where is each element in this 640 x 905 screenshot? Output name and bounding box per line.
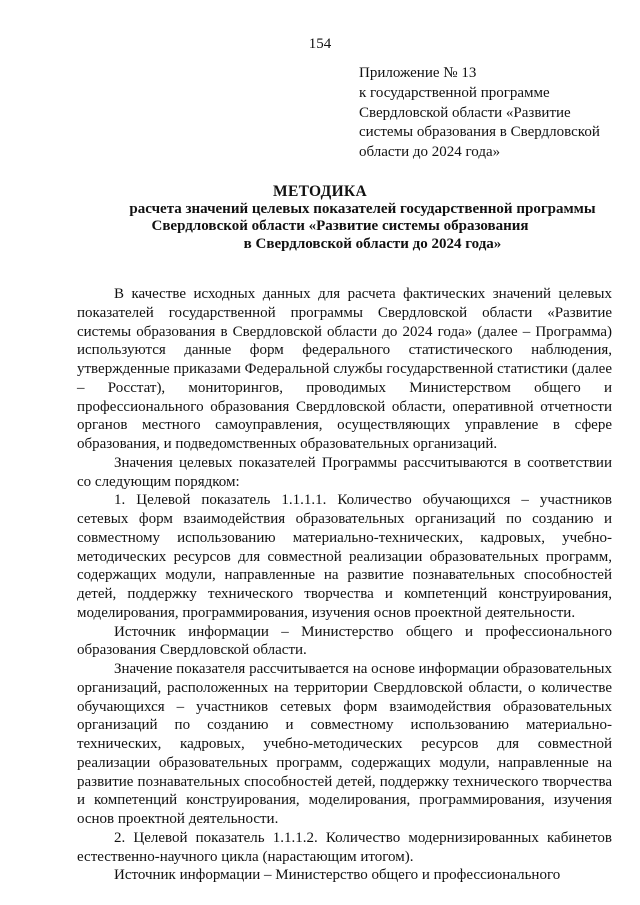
appendix-line: Свердловской области «Развитие xyxy=(359,104,571,121)
paragraph: 1. Целевой показатель 1.1.1.1. Количество обучающихся – участников сетевых форм взаимодействия образовательных организаций по созданию и совместному использованию материально-технических, кадровых, учебно-методических ресурсов для совместной реализации образовательных программ, содержащих модули, направленные на развитие познавательных способностей детей, поддержку технического творчества и компетенций конструирования, моделирования, программирования, изучения основ проектной деятельности. xyxy=(77,492,612,621)
heading-line: в Свердловской области до 2024 года» xyxy=(243,235,502,252)
document-body xyxy=(77,285,612,885)
paragraph: В качестве исходных данных для расчета фактических значений целевых показателей государственной программы Свердловской области «Развитие системы образования в Свердловской области до 2024 года» (далее – Программа) используются данные форм федерального статистического наблюдения, утвержденные приказами Федеральной службы государственной статистики (далее – Росстат), мониторингов, проводимых Министерством общего и профессионального образования Свердловской области, оперативной отчетности органов местного самоуправления, осуществляющих управление в сфере образования, и подведомственных образовательных организаций. xyxy=(77,286,612,452)
appendix-note xyxy=(359,64,629,163)
heading-title: МЕТОДИКА xyxy=(273,183,367,200)
document-heading xyxy=(0,183,640,253)
appendix-line: системы образования в Свердловской xyxy=(359,124,600,141)
paragraph: 2. Целевой показатель 1.1.1.2. Количество модернизированных кабинетов естественно-научного цикла (нарастающим итогом). xyxy=(77,829,612,865)
paragraph: Значения целевых показателей Программы рассчитываются в соответствии со следующим порядком: xyxy=(77,454,612,490)
paragraph: Источник информации – Министерство общего и профессионального образования Свердловской области. xyxy=(77,623,612,659)
paragraph: Значение показателя рассчитывается на основе информации образовательных организаций, расположенных на территории Свердловской области, о количестве обучающихся – участников сетевых форм взаимодействия образовательных организаций по созданию и совместному использованию материально-технических, кадровых, учебно-методических ресурсов для совместной реализации образовательных программ, содержащих модули, направленные на развитие познавательных способностей детей, поддержку технического творчества и компетенций конструирования, моделирования, программирования, изучения основ проектной деятельности. xyxy=(77,661,612,827)
appendix-line: Приложение № 13 xyxy=(359,65,477,81)
appendix-line: области до 2024 года» xyxy=(359,144,501,161)
paragraph: Источник информации – Министерство общего и профессионального xyxy=(114,867,561,884)
heading-line: Свердловской области «Развитие системы образования xyxy=(151,218,529,234)
heading-line: расчета значений целевых показателей государственной программы xyxy=(129,200,596,217)
appendix-line: к государственной программе xyxy=(359,84,550,101)
page-number: 154 xyxy=(308,36,332,52)
